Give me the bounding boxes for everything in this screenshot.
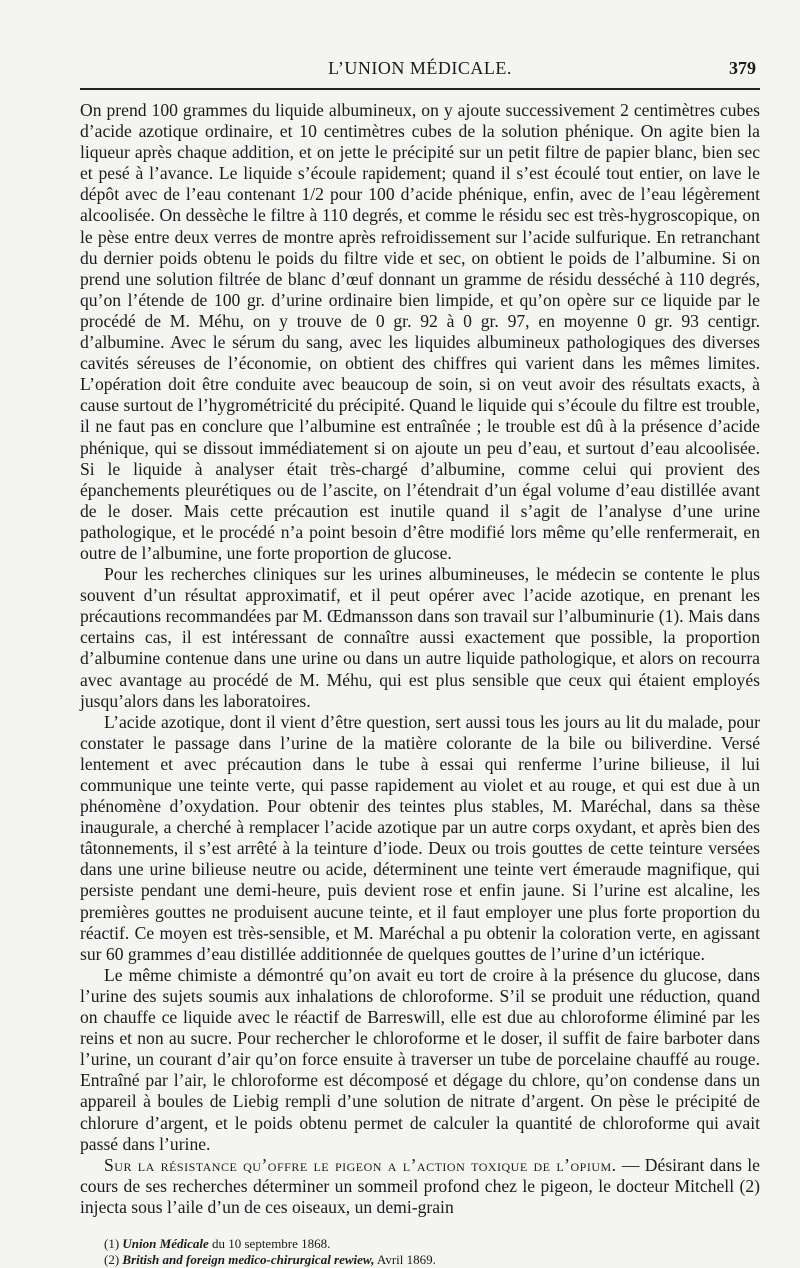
page-number: 379: [729, 58, 756, 78]
footnote-1-source: Union Médicale: [122, 1235, 209, 1251]
footnotes: [80, 1236, 760, 1268]
footnote-2-detail: Avril 1869.: [374, 1251, 436, 1267]
footnote-1: [104, 1236, 760, 1252]
footnote-1-number: (1): [104, 1235, 120, 1251]
section-text: — Désirant dans le cours de ses recherches déterminer un sommeil profond chez le pigeon, le docteur Mitchell (2) injecta sous l’aile d’un de ces oiseaux, un demi-grain: [80, 1154, 760, 1217]
running-title: L’UNION MÉDICALE.: [328, 58, 512, 78]
paragraph-chloroform: Le même chimiste a démontré qu’on avait eu tort de croire à la présence du glucose, dans l’urine des sujets soumis aux inhalations de chloroforme. S’il se produit une réduction, quand on chauffe ce liquide avec le réactif de Barreswill, elle est due au chloroforme éliminé par les reins et non au sucre. Pour rechercher le chloroforme et le doser, il suffit de faire barboter dans l’urine, un courant d’air qu’on force ensuite à traverser un tube de porcelaine chauffé au rouge. Entraîné par l’air, le chloroforme est décomposé et dégage du chlore, qu’on condense dans un appareil à boules de Liebig rempli d’une solution de nitrate d’argent. On pèse le précipité de chlorure d’argent, et le poids obtenu permet de calculer la quantité de chloroforme qui avait passé dans l’urine.: [80, 964, 760, 1154]
footnote-2-number: (2): [104, 1251, 120, 1267]
footnote-2-source: British and foreign medico-chirurgical rewiew,: [122, 1251, 375, 1267]
paragraph-pigeon-opium: [80, 1155, 760, 1218]
paragraph-albumin-method: On prend 100 grammes du liquide albumineux, on y ajoute successivement 2 centimètres cubes d’acide azotique ordinaire, et 10 centimètres cubes de la solution phénique. On agite bien la liqueur après chaque addition, et on jette le précipité sur un petit filtre de papier blanc, bien sec et pesé à l’avance. Le liquide s’écoule rapidement; quand il s’est écoulé tout entier, on lave le dépôt avec de l’eau contenant 1/2 pour 100 d’acide phénique, enfin, avec de l’eau légèrement alcoolisée. On dessèche le filtre à 110 degrés, et comme le résidu sec est très-hygroscopique, on le pèse entre deux verres de montre après refroidissement sur l’acide sulfurique. En retranchant du dernier poids obtenu le poids du filtre vide et sec, on obtient le poids de l’albumine. Si on prend une solution filtrée de blanc d’œuf donnant un gramme de résidu desséché à 110 degrés, qu’on l’étende de 100 gr. d’urine ordinaire bien limpide, et qu’on opère sur ce liquide par le procédé de M. Méhu, on y trouve de 0 gr. 92 à 0 gr. 97, en moyenne 0 gr. 93 centigr. d’albumine. Avec le sérum du sang, avec les liquides albumineux pathologiques des diverses cavités séreuses de l’économie, on obtient des chiffres qui varient dans les mêmes limites. L’opération doit être conduite avec beaucoup de soin, si on veut avoir des résultats exacts, à cause surtout de l’hygrométricité du précipité. Quand le liquide qui s’écoule du filtre est trouble, il ne faut pas en conclure que l’albumine est entraînée ; le trouble est dû à la présence d’acide phénique, qui se dissout immédiatement si on ajoute un peu d’eau, et surtout d’eau alcoolisée. Si le liquide à analyser était très-chargé d’albumine, comme celui qui provient des épanchements pleurétiques ou de l’ascite, on l’étendrait d’un égal volume d’eau distillée avant de le doser. Mais cette précaution est inutile quand il s’agit de l’analyse d’une urine pathologique, et le procédé n’a point besoin d’être modifié lors même qu’elle renfermerait, en outre de l’albumine, une forte proportion de glucose.: [80, 100, 760, 563]
body-text: [80, 100, 760, 1218]
paragraph-clinical-research: Pour les recherches cliniques sur les urines albumineuses, le médecin se contente le plus souvent d’un résultat approximatif, et il peut opérer avec l’acide azotique, en prenant les précautions recommandées par M. Œdmansson dans son travail sur l’albuminurie (1). Mais dans certains cas, il est intéressant de connaître aussi exactement que possible, la proportion d’albumine contenue dans une urine ou dans un autre liquide pathologique, et alors on recourra avec avantage au procédé de M. Méhu, qui est plus sensible que ceux qui étaient employés jusqu’alors dans les laboratoires.: [80, 564, 760, 711]
footnote-1-detail: du 10 septembre 1868.: [208, 1235, 331, 1251]
paragraph-nitric-acid-bile: L’acide azotique, dont il vient d’être question, sert aussi tous les jours au lit du malade, pour constater le passage dans l’urine de la matière colorante de la bile ou biliverdine. Versé lentement et avec précaution dans le tube à essai qui renferme l’urine bilieuse, il lui communique une teinte verte, qui passe rapidement au violet et au rouge, et qui est due à un phénomène d’oxydation. Pour obtenir des teintes plus stables, M. Maréchal, dans sa thèse inaugurale, a cherché à remplacer l’acide azotique par un autre corps oxydant, et après bien des tâtonnements, il s’est arrêté à la teinture d’iode. Deux ou trois gouttes de cette teinture versées dans une urine bilieuse neutre ou acide, déterminent une teinte vert émeraude magnifique, qui persiste pendant une demi-heure, puis devient rose et enfin jaune. Si l’urine est alcaline, les premières gouttes ne produisent aucune teinte, et il faut employer une plus forte proportion du réactif. Ce moyen est très-sensible, et M. Maréchal a pu obtenir la coloration verte, en agissant sur 60 grammes d’eau distillée additionnée de quelques gouttes de l’urine d’un ictérique.: [80, 711, 760, 964]
page-header: [80, 58, 760, 90]
section-title: Sur la résistance qu’offre le pigeon a l’action toxique de l’opium.: [104, 1154, 617, 1175]
